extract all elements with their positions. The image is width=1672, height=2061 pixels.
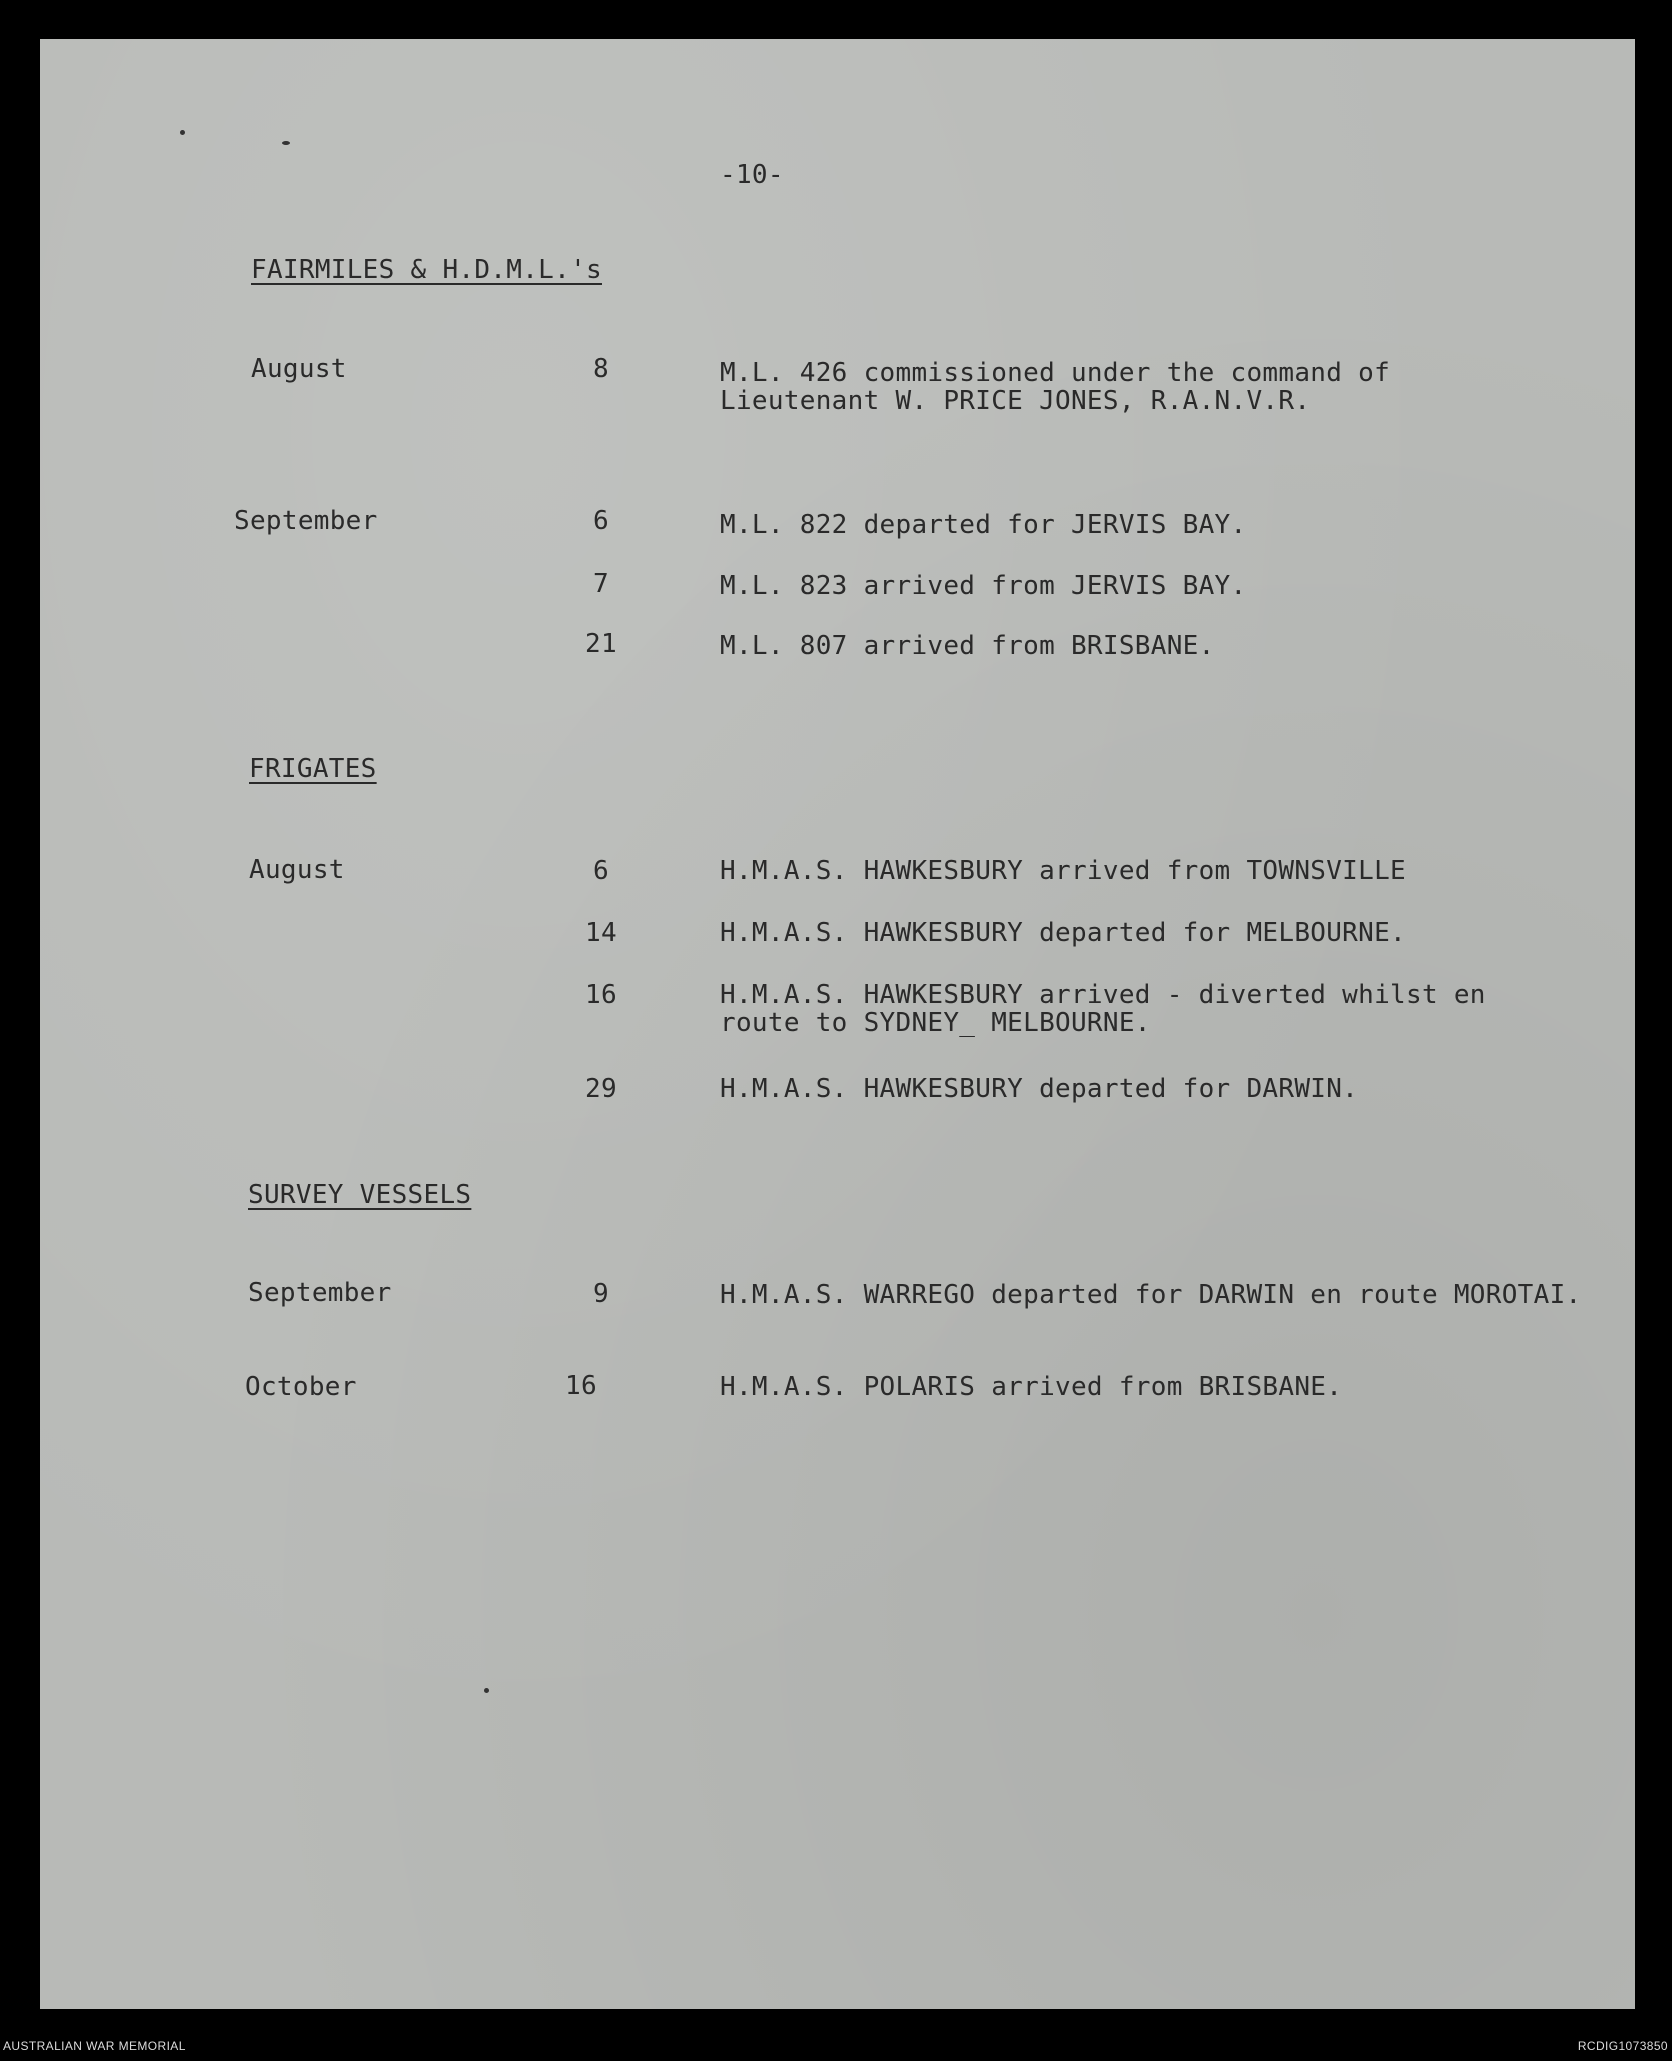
entry-month: August [249, 855, 345, 885]
entry-text: M.L. 823 arrived from JERVIS BAY. [720, 571, 1247, 601]
entry-day: 6 [593, 506, 609, 536]
entry-text: M.L. 822 departed for JERVIS BAY. [720, 510, 1247, 540]
entry-text: route to SYDNEY_ MELBOURNE. [720, 1008, 1151, 1038]
entry-month: August [251, 354, 347, 384]
section-heading-fairmiles: FAIRMILES & H.D.M.L.'s [251, 255, 602, 285]
footer-record-id: RCDIG1073850 [1577, 2039, 1668, 2053]
entry-text: H.M.A.S. HAWKESBURY arrived - diverted whilst en [720, 980, 1486, 1010]
entry-day: 9 [593, 1279, 609, 1309]
entry-day: 8 [593, 354, 609, 384]
entry-day: 14 [585, 918, 617, 948]
entry-text: H.M.A.S. WARREGO departed for DARWIN en route MOROTAI. [720, 1280, 1582, 1310]
entry-text: M.L. 807 arrived from BRISBANE. [720, 631, 1215, 661]
entry-text: H.M.A.S. HAWKESBURY departed for DARWIN. [720, 1074, 1359, 1104]
section-heading-frigates: FRIGATES [249, 754, 377, 784]
entry-day: 16 [585, 980, 617, 1010]
entry-text: H.M.A.S. POLARIS arrived from BRISBANE. [720, 1372, 1343, 1402]
ink-speck [180, 130, 185, 135]
entry-text: Lieutenant W. PRICE JONES, R.A.N.V.R. [720, 386, 1311, 416]
entry-month: October [245, 1372, 357, 1402]
ink-speck [484, 1688, 489, 1693]
entry-day: 16 [565, 1371, 597, 1401]
entry-month: September [234, 506, 378, 536]
section-heading-survey-vessels: SURVEY VESSELS [248, 1180, 472, 1210]
footer-archive-name: AUSTRALIAN WAR MEMORIAL [3, 2039, 186, 2053]
entry-text: H.M.A.S. HAWKESBURY departed for MELBOURNE. [720, 918, 1406, 948]
page-number: -10- [720, 160, 784, 190]
entry-day: 29 [585, 1074, 617, 1104]
document-page [40, 39, 1635, 2009]
entry-text: M.L. 426 commissioned under the command of [720, 358, 1391, 388]
entry-month: September [248, 1278, 392, 1308]
entry-day: 21 [585, 629, 617, 659]
entry-day: 7 [593, 569, 609, 599]
entry-text: H.M.A.S. HAWKESBURY arrived from TOWNSVILLE [720, 856, 1406, 886]
ink-speck [282, 141, 290, 145]
entry-day: 6 [593, 856, 609, 886]
